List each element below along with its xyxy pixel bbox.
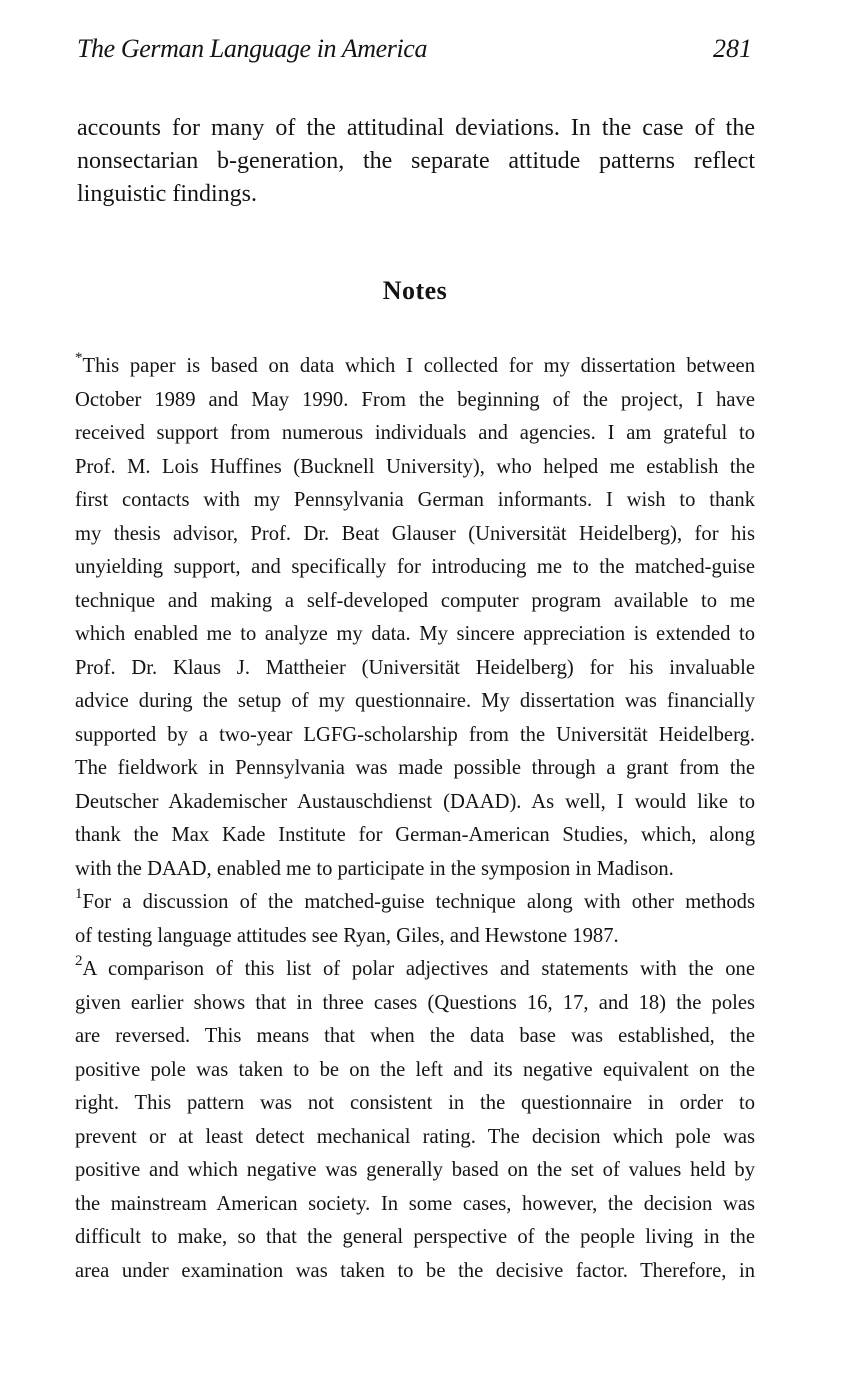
body-paragraph: accounts for many of the attitudinal deviations. In the case of the nonsectarian b-generation, the separate attitude patterns reflect linguistic findings.	[77, 115, 755, 207]
note-line: positive and which negative was generally based on the set of values held by	[75, 1159, 755, 1181]
running-title: The German Language in America	[77, 34, 428, 63]
note-line: October 1989 and May 1990. From the beginning of the project, I have	[75, 388, 755, 411]
note-line: received support from numerous individuals and agencies. I am grateful to	[75, 422, 755, 444]
note-line: unyielding support, and specifically for introducing me to the matched-guise	[75, 556, 755, 578]
note-line: which enabled me to analyze my data. My sincere appreciation is extended to	[75, 623, 755, 645]
note-line: thank the Max Kade Institute for German-American Studies, which, along	[75, 824, 755, 846]
note-line: area under examination was taken to be the decisive factor. Therefore, in	[75, 1259, 755, 1282]
note-line	[75, 886, 755, 920]
note-line: Deutscher Akademischer Austauschdienst (DAAD). As well, I would like to	[75, 790, 755, 813]
footnote-marker: 1	[75, 886, 83, 903]
note-line: with the DAAD, enabled me to participate in the symposion in Madison.	[75, 857, 674, 880]
note-line: positive pole was taken to be on the left and its negative equivalent on the	[75, 1058, 755, 1081]
footnote-marker: 2	[75, 953, 83, 970]
note-line: Prof. M. Lois Huffines (Bucknell University), who helped me establish the	[75, 455, 755, 478]
note-line: first contacts with my Pennsylvania German informants. I wish to thank	[75, 489, 755, 511]
note-line: supported by a two-year LGFG-scholarship from the Universität Heidelberg.	[75, 723, 755, 746]
note-line	[75, 350, 755, 384]
note-line: my thesis advisor, Prof. Dr. Beat Glauser (Universität Heidelberg), for his	[75, 522, 755, 545]
note-line-text: For a discussion of the matched-guise technique along with other methods	[82, 891, 755, 913]
notes-section	[75, 350, 755, 1288]
notes-heading: Notes	[382, 276, 448, 305]
note-line: advice during the setup of my questionnaire. My dissertation was financially	[75, 690, 755, 712]
note-line: prevent or at least detect mechanical rating. The decision which pole was	[75, 1125, 755, 1148]
running-header	[77, 34, 752, 68]
note-line: The fieldwork in Pennsylvania was made possible through a grant from the	[75, 757, 755, 779]
note-line: technique and making a self-developed computer program available to me	[75, 589, 755, 612]
footnote-1	[75, 886, 755, 953]
note-line: difficult to make, so that the general perspective of the people living in the	[75, 1226, 755, 1248]
footnote-star	[75, 350, 755, 886]
note-line-text: A comparison of this list of polar adjectives and statements with the one	[82, 958, 755, 980]
note-line	[75, 953, 755, 987]
note-line: of testing language attitudes see Ryan, Giles, and Hewstone 1987.	[75, 924, 619, 947]
note-line: the mainstream American society. In some cases, however, the decision was	[75, 1192, 755, 1215]
footnote-2	[75, 953, 755, 1288]
footnote-marker: *	[75, 350, 83, 367]
note-line-text: This paper is based on data which I collected for my dissertation between	[82, 355, 755, 377]
note-line: right. This pattern was not consistent in the questionnaire in order to	[75, 1092, 755, 1114]
note-line: are reversed. This means that when the data base was established, the	[75, 1025, 755, 1047]
page-number: 281	[713, 34, 752, 63]
note-line: given earlier shows that in three cases (Questions 16, 17, and 18) the poles	[75, 991, 755, 1014]
note-line: Prof. Dr. Klaus J. Mattheier (Universität Heidelberg) for his invaluable	[75, 656, 755, 679]
